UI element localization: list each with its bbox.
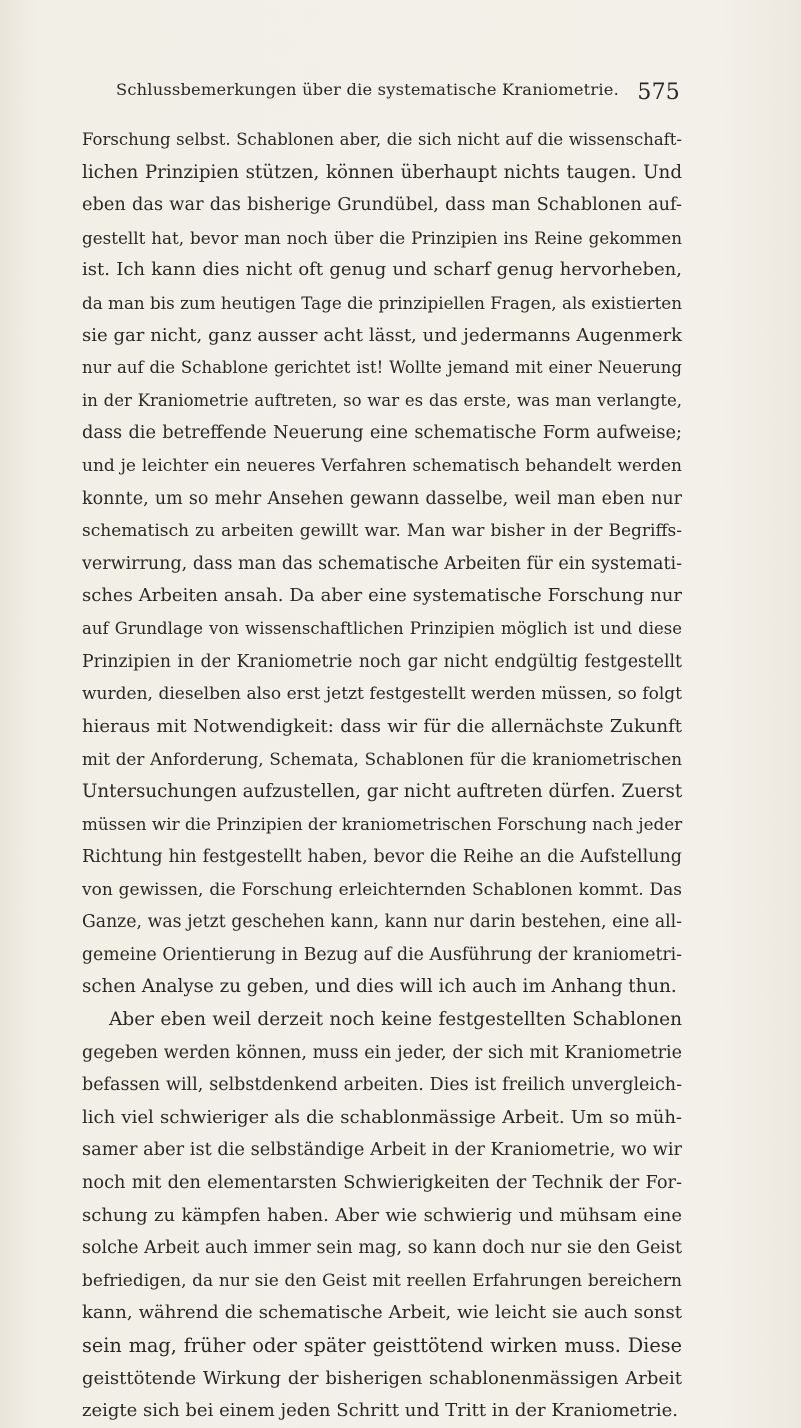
running-head: [116, 80, 680, 112]
text-line: gegeben werden können, muss ein jeder, der sich mit Kraniometrie: [82, 1042, 682, 1063]
text-line: auf Grundlage von wissenschaftlichen Prinzipien möglich ist und diese: [82, 618, 682, 638]
text-line: befriedigen, da nur sie den Geist mit reellen Erfahrungen bereichern: [82, 1270, 682, 1291]
text-line: ist. Ich kann dies nicht oft genug und scharf genug hervorheben,: [82, 259, 682, 281]
text-line: eben das war das bisherige Grundübel, dass man Schablonen auf-: [82, 195, 682, 216]
text-line: da man bis zum heutigen Tage die prinzipiellen Fragen, als existierten: [82, 292, 682, 313]
text-line: konnte, um so mehr Ansehen gewann dasselbe, weil man eben nur: [82, 488, 682, 509]
page-number: 575: [637, 80, 680, 105]
text-line: dass die betreffende Neuerung eine schematische Form aufweise;: [82, 423, 682, 444]
text-line: Forschung selbst. Schablonen aber, die sich nicht auf die wissenschaft-: [82, 130, 682, 149]
text-line: verwirrung, dass man das schematische Arbeiten für ein systemati-: [82, 553, 682, 574]
text-line: schen Analyse zu geben, und dies will ich auch im Anhang thun.: [82, 976, 677, 998]
text-line: von gewissen, die Forschung erleichternden Schablonen kommt. Das: [82, 879, 682, 900]
text-line: in der Kraniometrie auftreten, so war es das erste, was man verlangte,: [82, 390, 682, 410]
paragraph-start-line: Aber eben weil derzeit noch keine festgestellten Schablonen: [109, 1009, 682, 1031]
text-line: hieraus mit Notwendigkeit: dass wir für die allernächste Zukunft: [82, 715, 682, 737]
text-line: solche Arbeit auch immer sein mag, so kann doch nur sie den Geist: [82, 1238, 682, 1259]
text-line: sches Arbeiten ansah. Da aber eine systematische Forschung nur: [82, 585, 682, 607]
text-line: noch mit den elementarsten Schwierigkeiten der Technik der For-: [82, 1173, 682, 1193]
text-line: lichen Prinzipien stützen, können überhaupt nichts taugen. Und: [82, 161, 682, 183]
text-line: mit der Anforderung, Schemata, Schablonen für die kraniometrischen: [82, 749, 682, 770]
text-line: wurden, dieselben also erst jetzt festgestellt werden müssen, so folgt: [82, 684, 682, 705]
body-text: [82, 124, 682, 1428]
text-line: und je leichter ein neueres Verfahren schematisch behandelt werden: [82, 455, 682, 476]
text-line: sie gar nicht, ganz ausser acht lässt, und jedermanns Augenmerk: [82, 324, 682, 346]
text-line: lich viel schwieriger als die schablonmässige Arbeit. Um so müh-: [82, 1106, 682, 1128]
text-line: kann, während die schematische Arbeit, wie leicht sie auch sonst: [82, 1302, 682, 1324]
text-line: Richtung hin festgestellt haben, bevor die Reihe an die Aufstellung: [82, 847, 682, 868]
text-line: gestellt hat, bevor man noch über die Prinzipien ins Reine gekommen: [82, 227, 682, 248]
running-head-title: Schlussbemerkungen über die systematische Kraniometrie.: [116, 80, 619, 99]
text-line: müssen wir die Prinzipien der kraniometrischen Forschung nach jeder: [82, 814, 683, 835]
text-line: schung zu kämpfen haben. Aber wie schwierig und mühsam eine: [82, 1204, 682, 1226]
text-line: Ganze, was jetzt geschehen kann, kann nur darin bestehen, eine all-: [82, 912, 682, 933]
text-line: nur auf die Schablone gerichtet ist! Wollte jemand mit einer Neuerung: [82, 358, 682, 378]
text-line: Prinzipien in der Kraniometrie noch gar nicht endgültig festgestellt: [82, 651, 682, 672]
text-line: befassen will, selbstdenkend arbeiten. Dies ist freilich unvergleich-: [82, 1075, 682, 1096]
text-line: schematisch zu arbeiten gewillt war. Man war bisher in der Begriffs-: [82, 521, 682, 542]
text-line: geisttötende Wirkung der bisherigen schablonenmässigen Arbeit: [82, 1367, 682, 1389]
text-line: gemeine Orientierung in Bezug auf die Ausführung der kraniometri-: [82, 944, 682, 965]
text-line: Untersuchungen aufzustellen, gar nicht auftreten dürfen. Zuerst: [82, 780, 683, 802]
text-line: zeigte sich bei einem jeden Schritt und Tritt in der Kraniometrie.: [82, 1400, 679, 1422]
text-line: samer aber ist die selbständige Arbeit in der Kraniometrie, wo wir: [82, 1140, 682, 1161]
text-line: sein mag, früher oder später geisttötend wirken muss. Diese: [82, 1333, 682, 1357]
